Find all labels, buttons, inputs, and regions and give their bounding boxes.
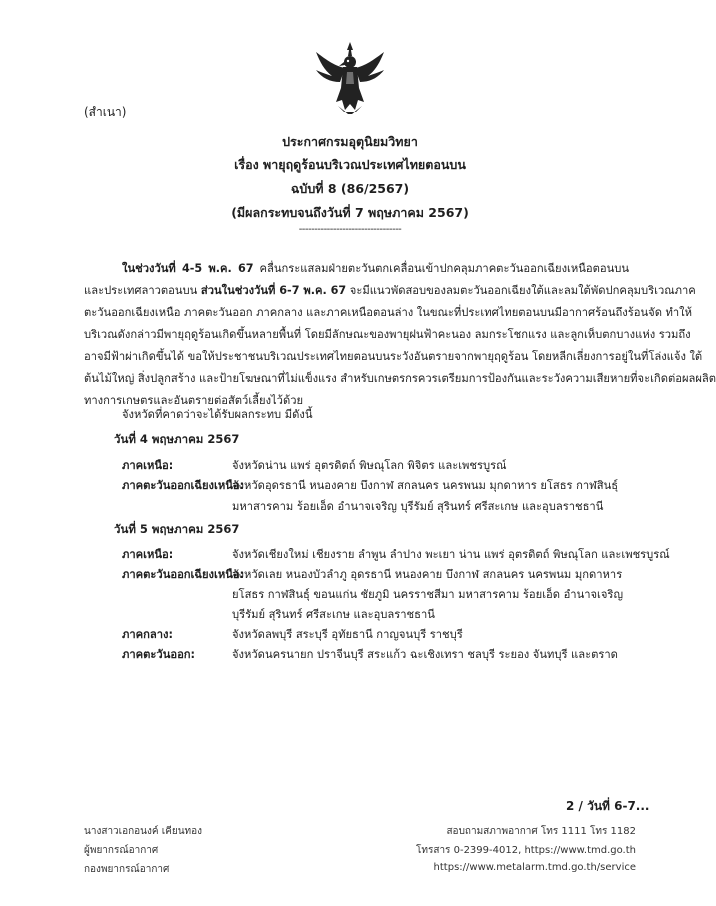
province-list: จังหวัดน่าน แพร่ อุตรดิตถ์ พิษณุโลก พิจิตร และเพชรบูรณ์ [232,459,507,472]
line-text: และประเทศลาวตอนบน [84,284,201,297]
next-page-indicator: 2 / วันที่ 6-7... [566,799,650,813]
region-label: ภาคตะวันออกเฉียงเหนือ: [122,568,245,581]
paragraph-line [84,280,696,302]
province-list: จังหวัดเชียงใหม่ เชียงราย ลำพูน ลำปาง พะเยา น่าน แพร่ อุตรดิตถ์ พิษณุโลก และเพชรบูรณ์ [232,548,670,561]
paragraph-line: ตะวันออกเฉียงเหนือ ภาคตะวันออก ภาคกลาง และภาคเหนือตอนล่าง ในขณะที่ประเทศไทยตอนบนมีอากาศร้อนถึงร้อนจัด ทำให้ [84,306,693,319]
paragraph-line: ต้นไม้ใหญ่ สิ่งปลูกสร้าง และป้ายโฆษณาที่ไม่แข็งแรง สำหรับเกษตรกรควรเตรียมการป้องกันและระวังความเสียหายที่จะเกิดต่อผลผลิต [84,372,716,385]
line-text: จะมีแนวพัดสอบของลมตะวันออกเฉียงใต้และลมใต้พัดปกคลุมบริเวณภาค [346,284,696,297]
copy-label: (สำเนา) [84,105,127,119]
paragraph-line: ทางการเกษตรและอันตรายต่อสัตว์เลี้ยงไว้ด้วย [84,394,304,407]
emphasis-text: ในช่วงวันที่ 4-5 พ.ค. 67 [122,262,254,275]
region-label: ภาคเหนือ: [122,548,174,561]
province-list: มหาสารคาม ร้อยเอ็ด อำนาจเจริญ บุรีรัมย์ สุรินทร์ ศรีสะเกษ และอุบลราชธานี [232,500,604,513]
province-list: บุรีรัมย์ สุรินทร์ ศรีสะเกษ และอุบลราชธานี [232,608,435,621]
paragraph-line: บริเวณดังกล่าวมีพายุฤดูร้อนเกิดขึ้นหลายพื้นที่ โดยมีลักษณะของพายุฝนฟ้าคะนอง ลมกระโชกแรง และลูกเห็บตกบางแห่ง รวมถึง [84,328,691,341]
author-name: นางสาวเอกอนงค์ เคียนทอง [84,826,203,837]
affected-provinces-intro: จังหวัดที่คาดว่าจะได้รับผลกระทบ มีดังนี้ [122,408,313,421]
announcement-subject: เรื่อง พายุฤดูร้อนบริเวณประเทศไทยตอนบน [234,157,466,172]
region-label: ภาคตะวันออก: [122,648,196,661]
forecast-date: วันที่ 4 พฤษภาคม 2567 [114,432,240,446]
region-label: ภาคตะวันออกเฉียงเหนือ: [122,479,245,492]
province-list: จังหวัดเลย หนองบัวลำภู อุดรธานี หนองคาย บึงกาฬ สกลนคร นครพนม มุกดาหาร [232,568,623,581]
paragraph-line: อาจมีฟ้าผ่าเกิดขึ้นได้ ขอให้ประชาชนบริเวณประเทศไทยตอนบนระวังอันตรายจากพายุฤดูร้อน โดยหลีกเลี่ยงการอยู่ในที่โล่งแจ้ง ใต้ [84,350,703,363]
region-label: ภาคเหนือ: [122,459,174,472]
line-text: คลื่นกระแสลมฝ่ายตะวันตกเคลื่อนเข้าปกคลุมภาคตะวันออกเฉียงเหนือตอนบน [253,262,630,275]
effective-period: (มีผลกระทบจนถึงวันที่ 7 พฤษภาคม 2567) [231,205,469,220]
author-division: กองพยากรณ์อากาศ [84,864,170,875]
province-list: ยโสธร กาฬสินธุ์ ขอนแก่น ชัยภูมิ นครราชสีมา มหาสารคาม ร้อยเอ็ด อำนาจเจริญ [232,588,623,601]
announcement-title: ประกาศกรมอุตุนิยมวิทยา [282,134,418,149]
contact-fax-website: โทรสาร 0-2399-4012, https://www.tmd.go.th [416,845,636,856]
contact-service-link[interactable]: https://www.metalarm.tmd.go.th/service [433,862,636,873]
province-list: จังหวัดนครนายก ปราจีนบุรี สระแก้ว ฉะเชิงเทรา ชลบุรี ระยอง จันทบุรี และตราด [232,648,618,661]
province-list: จังหวัดอุดรธานี หนองคาย บึงกาฬ สกลนคร นครพนม มุกดาหาร ยโสธร กาฬสินธุ์ [232,479,619,492]
body-paragraph [84,258,716,412]
emphasis-text: ส่วนในช่วงวันที่ 6-7 พ.ค. 67 [200,284,347,297]
forecast-date: วันที่ 5 พฤษภาคม 2567 [114,522,240,536]
divider-line: --------------------------------- [298,224,402,235]
author-title: ผู้พยากรณ์อากาศ [84,845,159,856]
garuda-emblem-icon [312,40,388,116]
region-label: ภาคกลาง: [122,628,173,641]
contact-phone: สอบถามสภาพอากาศ โทร 1111 โทร 1182 [446,826,636,837]
province-list: จังหวัดลพบุรี สระบุรี อุทัยธานี กาญจนบุรี ราชบุรี [232,628,463,641]
paragraph-line [84,258,629,280]
announcement-number: ฉบับที่ 8 (86/2567) [290,181,410,196]
